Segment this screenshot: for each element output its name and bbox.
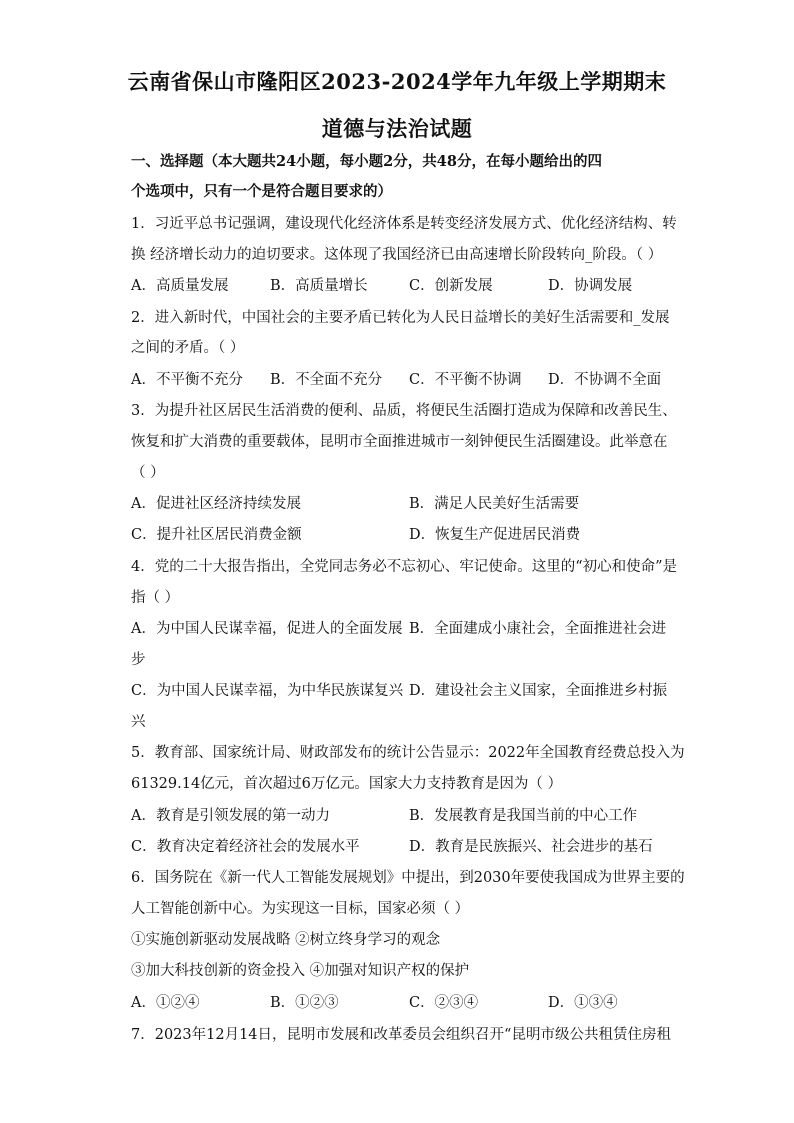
- q7-stem-line1: 7．2023年12月14日，昆明市发展和改革委员会组织召开“昆明市级公共租赁住房租: [131, 1027, 671, 1043]
- q3-option-c: C．提升社区居民消费金额: [131, 527, 302, 543]
- q5-option-d: D．教育是民族振兴、社会进步的基石: [409, 839, 653, 855]
- q4-option-d: D．建设社会主义国家，全面推进乡村振: [409, 683, 668, 699]
- q6-option-d: D．①③④: [548, 995, 618, 1011]
- q5-option-b: B．发展教育是我国当前的中心工作: [409, 808, 638, 824]
- q6-option-b: B．①②③: [270, 995, 339, 1011]
- q2-stem-line1: 2．进入新时代，中国社会的主要矛盾已转化为人民日益增长的美好生活需要和_发展: [131, 310, 670, 326]
- q3-option-b: B．满足人民美好生活需要: [409, 496, 580, 512]
- q3-stem-line2: 恢复和扩大消费的重要载体，昆明市全面推进城市一刻钟便民生活圈建设。此举意在: [131, 434, 668, 450]
- q6-option-a: A．①②④: [131, 995, 200, 1011]
- q5-option-a: A．教育是引领发展的第一动力: [131, 808, 330, 824]
- q4-option-b: B．全面建成小康社会，全面推进社会进: [409, 621, 667, 637]
- q4-option-d-wrap: 兴: [131, 714, 146, 730]
- q1-stem-line1: 1．习近平总书记强调，建设现代化经济体系是转变经济发展方式、优化经济结构、转: [131, 216, 677, 232]
- q4-option-b-wrap: 步: [131, 652, 146, 668]
- q5-option-c: C．教育决定着经济社会的发展水平: [131, 839, 360, 855]
- section-heading-line1: 一、选择题（本大题共24小题，每小题2分，共48分，在每小题给出的四: [131, 153, 602, 170]
- q5-stem-line2: 61329.14亿元，首次超过6万亿元。国家大力支持教育是因为（ ）: [131, 776, 563, 792]
- q2-option-c: C．不平衡不协调: [409, 372, 522, 388]
- q6-stem-line1: 6．国务院在《新一代人工智能发展规划》中提出，到2030年要使我国成为世界主要的: [131, 870, 685, 886]
- q2-option-d: D．不协调不全面: [548, 372, 662, 388]
- section-heading-line2: 个选项中，只有一个是符合题目要求的）: [131, 183, 392, 200]
- q2-stem-line2: 之间的矛盾。（ ）: [131, 340, 245, 356]
- q4-option-c: C．为中国人民谋幸福，为中华民族谋复兴: [131, 683, 404, 699]
- q5-stem-line1: 5．教育部、国家统计局、财政部发布的统计公告显示：2022年全国教育经费总投入为: [131, 745, 685, 761]
- q2-option-a: A．不平衡不充分: [131, 372, 243, 388]
- q1-stem-line2: 换 经济增长动力的迫切要求。这体现了我国经济已由高速增长阶段转向_阶段。（ ）: [131, 247, 663, 263]
- exam-title-line2: 道德与法治试题: [321, 116, 473, 141]
- q3-stem-line1: 3．为提升社区居民生活消费的便利、品质，将便民生活圈打造成为保障和改善民生、: [131, 403, 677, 419]
- q6-stem-line2: 人工智能创新中心。为实现这一目标，国家必须（ ）: [131, 901, 470, 917]
- q6-statement-line2: ③加大科技创新的资金投入 ④加强对知识产权的保护: [131, 963, 470, 979]
- q4-stem-line2: 指（ ）: [131, 590, 180, 606]
- q3-option-a: A．促进社区经济持续发展: [131, 496, 301, 512]
- q1-option-c: C．创新发展: [409, 278, 493, 294]
- q4-stem-line1: 4．党的二十大报告指出，全党同志务必不忘初心、牢记使命。这里的“初心和使命”是: [131, 559, 678, 575]
- q6-option-c: C．②③④: [409, 995, 479, 1011]
- exam-title-line1: 云南省保山市隆阳区2023-2024学年九年级上学期期末: [127, 69, 667, 94]
- q1-option-a: A．高质量发展: [131, 278, 229, 294]
- q6-statement-line1: ①实施创新驱动发展战略 ②树立终身学习的观念: [131, 932, 441, 948]
- q1-option-d: D．协调发展: [548, 278, 633, 294]
- q3-stem-line3: （ ）: [131, 465, 165, 481]
- q4-option-a: A．为中国人民谋幸福，促进人的全面发展: [131, 621, 403, 637]
- q1-option-b: B．高质量增长: [270, 278, 368, 294]
- q3-option-d: D．恢复生产促进居民消费: [409, 527, 581, 543]
- q2-option-b: B．不全面不充分: [270, 372, 383, 388]
